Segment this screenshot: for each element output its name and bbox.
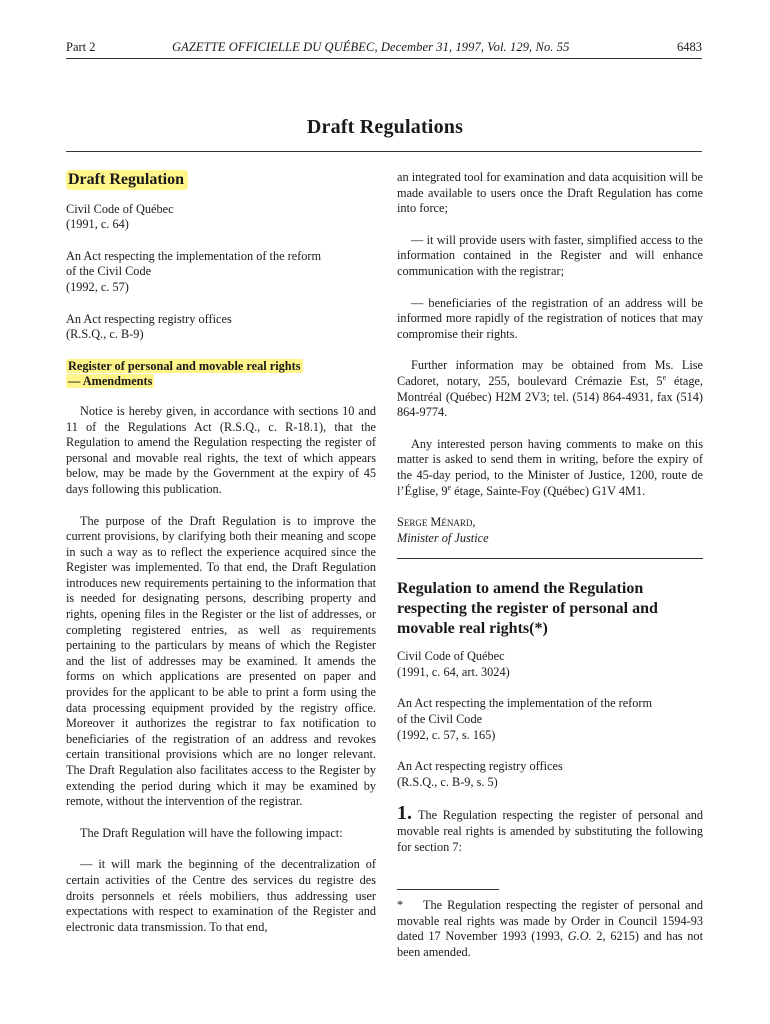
article-1 (397, 802, 703, 855)
footnote-divider (397, 889, 499, 890)
impact-paragraph: The Draft Regulation will have the following impact: (80, 825, 343, 840)
regulation-title: Regulation to amend the Regulation respecting the register of personal and movable real rights(*) (397, 580, 658, 638)
register-subheading: Register of personal and movable real rights — Amendments (68, 358, 301, 389)
signatory-title: Minister of Justice (397, 530, 489, 545)
header-page-number: 6483 (677, 40, 702, 54)
signatory-name: Serge Ménard, (397, 515, 476, 530)
signature-block (397, 515, 703, 546)
footnote: * The Regulation respecting the register of personal and movable real rights was made by Order in Council 1594-93 dated 17 November 1993 (1993, G.O. 2, 6215) and has not been amended. (397, 898, 703, 959)
reference-civil-code: Civil Code of Québec (1991, c. 64) (66, 201, 174, 232)
right-column (397, 170, 703, 977)
column-divider (397, 558, 703, 559)
left-column (66, 170, 376, 951)
header-publication-title: GAZETTE OFFICIELLE DU QUÉBEC, December 31, 1997, Vol. 129, No. 55 (172, 40, 570, 54)
reference-registry-act: An Act respecting registry offices (R.S.Q., c. B-9) (66, 311, 232, 342)
footnote-marker: * (397, 898, 404, 913)
reference-civil-code-article: Civil Code of Québec (1991, c. 64, art. 3024) (397, 649, 510, 679)
continuation-paragraph: an integrated tool for examination and data acquisition will be made available to users once the Draft Regulation has come into force; (397, 170, 703, 216)
article-number: 1. (397, 802, 412, 825)
article-text: The Regulation respecting the register of personal and movable real rights is amended by substituting the following for section 7: (397, 808, 703, 854)
purpose-paragraph: The purpose of the Draft Regulation is to improve the current provisions, by clarifying both their meaning and scope in such a way as to reflect the experience acquired since the Register was implemented. To that end, the Draft Regulation introduces new requirements pertaining to the information that is needed for designating persons, describing property and rights, opening files in the Register or the list of addresses, or completing registered entries, as well as requirements pertaining to the particulars by means of which the Register and the list of addresses may be examined. It amends the forms on which applications are presented on paper and provides for the applicant to be able to print a form using the data processing equipment provided by the registry office. Moreover it authorizes the registrar to fax notification to beneficiaries of the registration of an address and revokes certain transitional provisions which are no longer relevant. The Draft Regulation also facilitates access to the Register by extending the period during which it may be examined by remote, without the intervention of the registrar. (66, 513, 376, 809)
reference-reform-act-section: An Act respecting the implementation of the reform of the Civil Code (1992, c. 57, s. 165) (397, 696, 653, 742)
notice-paragraph: Notice is hereby given, in accordance with sections 10 and 11 of the Regulations Act (R.S.Q., c. R-18.1), that the Regulation to amend the Regulation respecting the register of personal and movable real rights, the text of which appears below, may be made by the Government at the expiry of 45 days following this publication. (66, 403, 376, 496)
faster-access-paragraph: — it will provide users with faster, simplified access to the information contained in the Register and will enhance communication with the registrar; (397, 232, 703, 278)
decentralization-paragraph: — it will mark the beginning of the decentralization of certain activities of the Centre des services du registre des droits personnels et réels mobiliers, thus addressing user expectations with respect to examination of the Register and electronic data transmission. To that end, (66, 857, 376, 934)
further-information-paragraph: Further information may be obtained from Ms. Lise Cadoret, notary, 255, boulevard Crémazie Est, 5e étage, Montréal (Québec) H2M 2V3; tel. (514) 864-4931, fax (514) 864-9774. (397, 358, 703, 420)
section-title: Draft Regulations (306, 116, 464, 138)
beneficiaries-paragraph: — beneficiaries of the registration of an address will be informed more rapidly of the registration of notices that may compromise their rights. (397, 295, 703, 341)
reference-registry-act-section: An Act respecting registry offices (R.S.Q., c. B-9, s. 5) (397, 759, 563, 789)
comments-paragraph: Any interested person having comments to make on this matter is asked to send them in writing, before the expiry of the 45-day period, to the Minister of Justice, 1200, route de l’Église, 9e étage, Sainte-Foy (Québec) G1V 4M1. (397, 436, 703, 498)
running-header (66, 40, 702, 59)
draft-regulation-heading: Draft Regulation (66, 170, 188, 190)
reference-reform-act: An Act respecting the implementation of the reform of the Civil Code (1992, c. 57) (66, 248, 322, 294)
header-part: Part 2 (66, 40, 96, 54)
section-divider (66, 151, 702, 152)
